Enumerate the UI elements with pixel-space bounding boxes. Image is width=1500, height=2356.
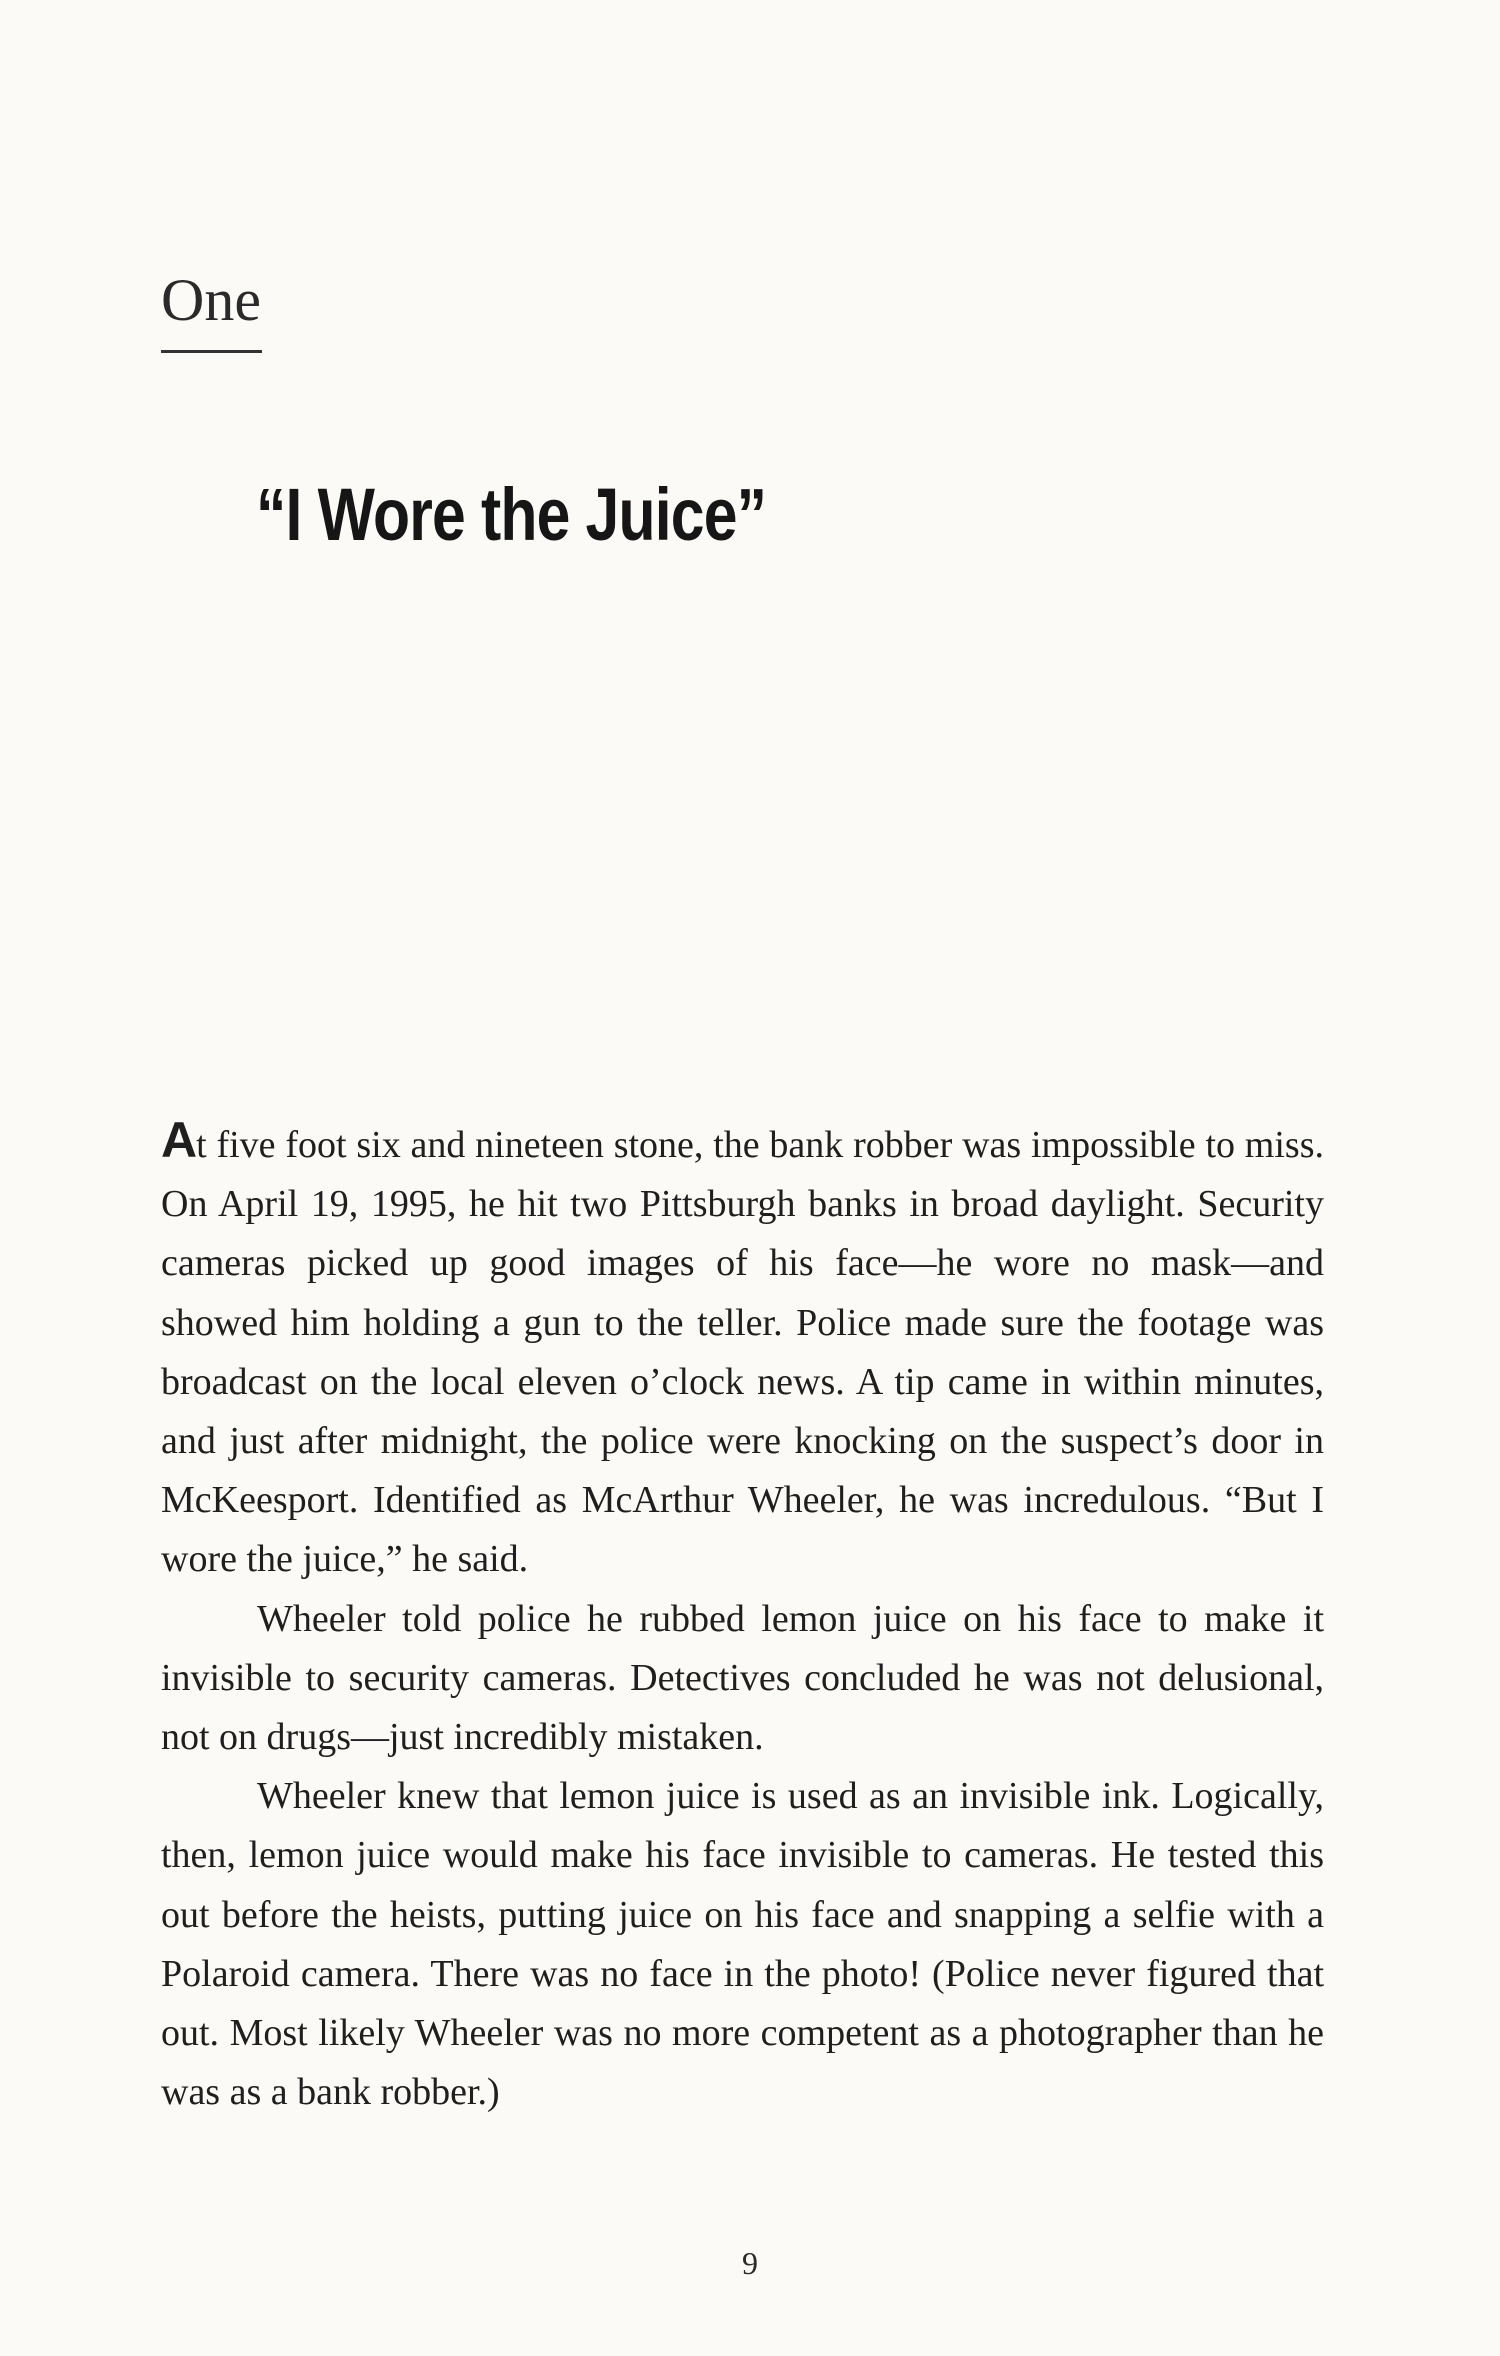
body-text [161,1112,1324,2122]
paragraph-1-text: t five foot six and nineteen stone, the bank robber was impossible to miss. On April 19, 1995, he hit two Pittsburgh banks in broad daylight. Security cameras picked up good images of his face—he wore no mask—and showed him holding a gun to the teller. Police made sure the footage was broadcast on the local eleven o’clock news. A tip came in within minutes, and just after midnight, the police were knocking on the suspect’s door in McKeesport. Identified as McArthur Wheeler, he was incredulous. “But I wore the juice,” he said. [161,1124,1324,1581]
chapter-title: “I Wore the Juice” [256,473,767,556]
chapter-number: One [161,267,261,333]
paragraph-3: Wheeler knew that lemon juice is used as an invisible ink. Logically, then, lemon juice would make his face invisible to cameras. He tested this out before the heists, putting juice on his face and snapping a selfie with a Polaroid camera. There was no face in the photo! (Police never figured that out. Most likely Wheeler was no more competent as a photographer than he was as a bank robber.) [161,1775,1324,2114]
drop-cap: A [161,1112,197,1168]
page-number: 9 [742,2245,758,2281]
paragraph-2: Wheeler told police he rubbed lemon juice on his face to make it invisible to security cameras. Detectives concluded he was not delusional, not on drugs—just incredibly mistaken. [161,1597,1324,1759]
chapter-rule [161,350,262,353]
paragraph-1 [161,1112,1324,1590]
